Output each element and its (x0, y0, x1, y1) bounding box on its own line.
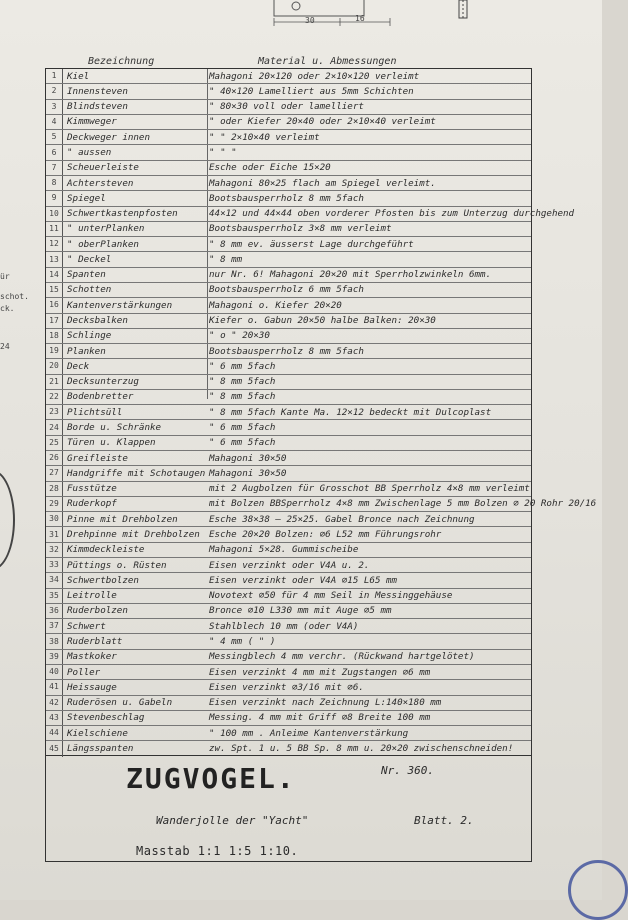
part-name: Poller (67, 666, 101, 678)
table-row (46, 711, 531, 726)
sheet-number: Blatt. 2. (414, 814, 474, 827)
row-number: 45 (46, 741, 63, 756)
row-number: 37 (46, 619, 63, 633)
row-number: 41 (46, 680, 63, 694)
table-row (46, 268, 531, 283)
row-number: 44 (46, 726, 63, 740)
table-row (46, 176, 531, 191)
table-row (46, 207, 575, 222)
part-material-spec: " 6 mm 5fach (209, 437, 276, 449)
part-name: Blindsteven (67, 101, 128, 113)
part-name: Drehpinne mit Drehbolzen (67, 528, 200, 540)
table-row (46, 573, 531, 588)
part-material-spec: Esche oder Eiche 15×20 (209, 162, 331, 174)
drawing-subtitle: Wanderjolle der "Yacht" (156, 814, 309, 827)
table-row (46, 466, 531, 481)
left-fragment-text: ck. (0, 304, 15, 313)
top-dimension-30: 30 (305, 16, 315, 25)
row-number: 8 (46, 176, 63, 190)
table-row (46, 696, 531, 711)
part-material-spec: Esche 20×20 Bolzen: ∅6 L52 mm Führungsrohr (209, 528, 442, 540)
row-number: 38 (46, 634, 63, 648)
row-number: 12 (46, 237, 63, 251)
part-name: Schotten (67, 284, 112, 296)
part-name: Achtersteven (67, 177, 134, 189)
part-material-spec: " 8 mm 5fach (209, 376, 276, 388)
part-name: " Deckel (67, 253, 112, 265)
part-name: Deckweger innen (67, 131, 150, 143)
row-number: 18 (46, 329, 63, 343)
part-material-spec: " " 2×10×40 verleimt (209, 131, 320, 143)
part-name: Schwertkastenpfosten (67, 208, 178, 220)
part-material-spec: Bootsbausperrholz 3×8 mm verleimt (209, 223, 392, 235)
part-material-spec: " 6 mm 5fach (209, 422, 276, 433)
parts-list-table (45, 68, 597, 756)
table-row (46, 390, 531, 405)
table-row (46, 191, 531, 206)
part-material-spec: " o " 20×30 (209, 330, 270, 342)
part-name: Plichtsüll (67, 406, 123, 418)
part-material-spec: mit Bolzen BBSperrholz 4×8 mm Zwischenlage 5 mm Bolzen ∅ 20 Rohr 20/16 (209, 498, 597, 510)
table-row (46, 222, 531, 237)
table-row (46, 604, 531, 619)
row-number: 42 (46, 696, 63, 710)
table-row (46, 100, 531, 115)
table-row (46, 130, 531, 145)
part-name: " aussen (67, 146, 112, 158)
drawing-title: ZUGVOGEL. (126, 762, 296, 795)
row-number: 3 (46, 100, 63, 114)
table-row (46, 344, 531, 359)
row-number: 29 (46, 497, 63, 511)
part-name: Ruderkopf (67, 498, 117, 510)
row-number: 31 (46, 527, 63, 541)
part-material-spec: " 100 mm . Anleime Kantenverstärkung (209, 727, 409, 739)
row-number: 23 (46, 405, 63, 419)
row-number: 20 (46, 359, 63, 373)
part-name: Deck (67, 360, 90, 372)
row-number: 16 (46, 298, 63, 312)
part-name: Scheuerleiste (67, 162, 139, 174)
part-material-spec: Eisen verzinkt ∅3/16 mit ∅6. (209, 681, 364, 693)
left-arc-drawing (0, 470, 15, 570)
part-material-spec: Kiefer o. Gabun 20×50 halbe Balken: 20×30 (209, 315, 436, 327)
part-name: " oberPlanken (67, 238, 139, 250)
row-number: 24 (46, 420, 63, 434)
column-header-material: Material u. Abmessungen (258, 56, 397, 67)
part-name: Borde u. Schränke (67, 422, 162, 433)
table-row (46, 298, 531, 313)
part-material-spec: Bootsbausperrholz 6 mm 5fach (209, 284, 364, 296)
table-row (46, 375, 531, 390)
table-row (46, 543, 531, 558)
part-material-spec: " 8 mm 5fach (209, 391, 276, 403)
part-material-spec: Bootsbausperrholz 8 mm 5fach (209, 345, 364, 357)
row-number: 33 (46, 558, 63, 572)
table-row (46, 84, 531, 99)
part-material-spec: Mahagoni 30×50 (209, 467, 287, 479)
table-row (46, 145, 531, 160)
top-technical-drawing (270, 0, 410, 28)
part-name: Decksunterzug (67, 376, 139, 388)
part-material-spec: Mahagoni o. Kiefer 20×20 (209, 299, 342, 311)
part-material-spec: " " " (209, 146, 237, 158)
part-material-spec: " 6 mm 5fach (209, 360, 276, 372)
table-row (46, 619, 531, 634)
table-row (46, 283, 531, 298)
table-row (46, 680, 531, 695)
part-material-spec: Bootsbausperrholz 8 mm 5fach (209, 192, 364, 204)
part-material-spec: Eisen verzinkt nach Zeichnung L:140×180 mm (209, 697, 442, 709)
part-material-spec: Messing. 4 mm mit Griff ∅8 Breite 100 mm (209, 712, 431, 724)
table-row (46, 741, 531, 756)
row-number: 32 (46, 543, 63, 557)
part-material-spec: Messingblech 4 mm verchr. (Rückwand hartgelötet) (209, 651, 475, 663)
table-row (46, 405, 531, 420)
part-name: Heissauge (67, 681, 117, 693)
part-name: Längsspanten (67, 743, 134, 755)
table-row (46, 634, 531, 649)
part-material-spec: 44×12 und 44×44 oben vorderer Pfosten bis zum Unterzug durchgehend (209, 208, 575, 220)
row-number: 43 (46, 711, 63, 725)
table-row (46, 420, 531, 435)
part-name: Kielschiene (67, 727, 128, 739)
row-number: 7 (46, 161, 63, 175)
part-name: Innensteven (67, 85, 128, 97)
row-number: 14 (46, 268, 63, 282)
table-row (46, 512, 531, 527)
part-material-spec: Esche 38×38 – 25×25. Gabel Bronce nach Zeichnung (209, 513, 475, 525)
part-material-spec: " 40×120 Lamelliert aus 5mm Schichten (209, 85, 414, 97)
row-number: 10 (46, 207, 63, 221)
table-row (46, 527, 531, 542)
row-number: 19 (46, 344, 63, 358)
row-number: 21 (46, 375, 63, 389)
part-name: Mastkoker (67, 651, 117, 663)
part-material-spec: " 4 mm ( " ) (209, 635, 276, 647)
part-material-spec: Mahagoni 80×25 flach am Spiegel verleimt. (209, 177, 436, 189)
part-name: Ruderösen u. Gabeln (67, 697, 173, 709)
table-row (46, 252, 531, 267)
part-name: Greifleiste (67, 452, 128, 464)
row-number: 9 (46, 191, 63, 205)
part-name: Leitrolle (67, 590, 117, 602)
part-name: Ruderbolzen (67, 605, 128, 617)
table-row (46, 115, 531, 130)
part-material-spec: mit 2 Augbolzen für Grosschot BB Sperrholz 4×8 mm verleimt (209, 483, 530, 495)
part-material-spec: " 8 mm ev. äusserst Lage durchgeführt (209, 238, 414, 250)
part-name: Spiegel (67, 192, 106, 204)
table-row (46, 589, 531, 604)
part-name: Kiel (67, 70, 90, 82)
top-dimension-16: 16 (355, 14, 365, 23)
table-row (46, 329, 531, 344)
part-name: Stevenbeschlag (67, 712, 145, 724)
row-number: 4 (46, 115, 63, 129)
row-number: 5 (46, 130, 63, 144)
part-name: Pinne mit Drehbolzen (67, 513, 178, 525)
row-number: 30 (46, 512, 63, 526)
part-name: Handgriffe mit Schotaugen (67, 467, 206, 479)
part-material-spec: Stahlblech 10 mm (oder V4A) (209, 620, 359, 632)
part-name: Püttings o. Rüsten (67, 559, 167, 571)
part-material-spec: " 8 mm 5fach Kante Ma. 12×12 bedeckt mit Dulcoplast (209, 406, 492, 418)
table-row (46, 161, 531, 176)
table-row (46, 237, 531, 252)
part-name: Schlinge (67, 330, 112, 342)
part-name: Spanten (67, 269, 106, 281)
row-number: 1 (46, 69, 63, 83)
table-row (46, 497, 597, 512)
table-row (46, 69, 531, 84)
part-name: Kantenverstärkungen (67, 299, 173, 311)
row-number: 22 (46, 390, 63, 404)
table-row (46, 650, 531, 665)
part-name: Türen u. Klappen (67, 437, 156, 449)
drawing-number: Nr. 360. (381, 764, 434, 777)
part-name: Decksbalken (67, 315, 128, 327)
left-fragment-text: ür (0, 272, 10, 281)
row-number: 36 (46, 604, 63, 618)
table-row (46, 436, 531, 451)
row-number: 39 (46, 650, 63, 664)
part-material-spec: " 80×30 voll oder lamelliert (209, 101, 364, 113)
row-number: 40 (46, 665, 63, 679)
row-number: 13 (46, 252, 63, 266)
library-stamp (568, 860, 628, 920)
part-material-spec: zw. Spt. 1 u. 5 BB Sp. 8 mm u. 20×20 zwischenschneiden! (209, 743, 514, 755)
row-number: 17 (46, 314, 63, 328)
part-name: Ruderblatt (67, 635, 123, 647)
row-number: 34 (46, 573, 63, 587)
part-name: Schwert (67, 620, 106, 632)
part-material-spec: Mahagoni 5×28. Gummischeibe (209, 544, 359, 556)
table-row (46, 451, 531, 466)
table-row (46, 482, 531, 497)
table-row (46, 726, 531, 741)
row-number: 2 (46, 84, 63, 98)
row-number: 27 (46, 466, 63, 480)
part-material-spec: " 8 mm (209, 253, 243, 265)
part-material-spec: Novotext ∅50 für 4 mm Seil in Messinggehäuse (209, 590, 453, 602)
part-material-spec: Eisen verzinkt oder V4A ∅15 L65 mm (209, 574, 398, 586)
part-material-spec: nur Nr. 6! Mahagoni 20×20 mit Sperrholzwinkeln 6mm. (209, 269, 492, 281)
part-name: Bodenbretter (67, 391, 134, 403)
part-name: " unterPlanken (67, 223, 145, 235)
part-material-spec: Eisen verzinkt oder V4A u. 2. (209, 559, 370, 571)
row-number: 6 (46, 145, 63, 159)
left-fragment-text: 24 (0, 342, 10, 351)
left-edge-fragment (0, 270, 40, 360)
row-number: 28 (46, 482, 63, 496)
part-name: Kimmdeckleiste (67, 544, 145, 556)
top-detail-drawing (455, 0, 485, 22)
part-name: Fusstütze (67, 483, 117, 495)
row-number: 26 (46, 451, 63, 465)
table-row (46, 359, 531, 374)
part-name: Planken (67, 345, 106, 357)
part-material-spec: Eisen verzinkt 4 mm mit Zugstangen ∅6 mm (209, 666, 431, 678)
row-number: 15 (46, 283, 63, 297)
part-material-spec: Mahagoni 20×120 oder 2×10×120 verleimt (209, 70, 420, 82)
table-row (46, 665, 531, 680)
table-row (46, 314, 531, 329)
part-name: Schwertbolzen (67, 574, 139, 586)
row-number: 25 (46, 436, 63, 450)
drawing-scale: Masstab 1:1 1:5 1:10. (136, 844, 299, 858)
part-name: Kimmweger (67, 116, 117, 128)
table-row (46, 558, 531, 573)
column-header-name: Bezeichnung (88, 56, 155, 67)
title-block (45, 756, 532, 862)
part-material-spec: Mahagoni 30×50 (209, 452, 287, 464)
part-material-spec: Bronce ∅10 L330 mm mit Auge ∅5 mm (209, 605, 392, 617)
part-material-spec: " oder Kiefer 20×40 oder 2×10×40 verleimt (209, 116, 436, 128)
row-number: 11 (46, 222, 63, 236)
left-fragment-text: schot. (0, 292, 29, 301)
row-number: 35 (46, 589, 63, 603)
